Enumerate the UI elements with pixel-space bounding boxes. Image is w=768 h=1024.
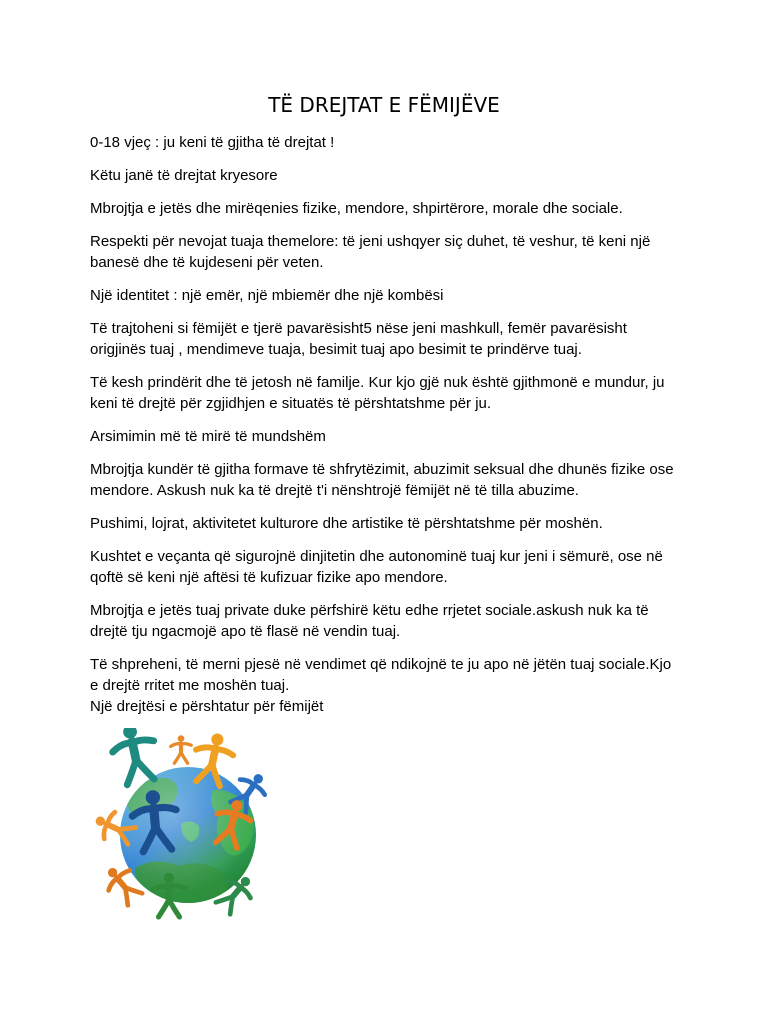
paragraph-line: banesë dhe të kujdeseni për veten. xyxy=(90,254,324,271)
paragraph xyxy=(90,426,710,447)
paragraph xyxy=(90,459,710,501)
paragraph-line: Të shpreheni, të merni pjesë në vendimet që ndikojnë te ju apo në jëtën tuaj sociale.Kjo xyxy=(90,656,672,673)
paragraph-line: Të kesh prindërit dhe të jetosh në familje. Kur kjo gjë nuk është gjithmonë e mundur, ju xyxy=(90,374,665,391)
paragraph-line: Këtu janë të drejtat kryesore xyxy=(90,167,278,184)
paragraph-line: Një drejtësi e përshtatur për fëmijët xyxy=(90,698,324,715)
paragraph xyxy=(90,231,710,273)
paragraph xyxy=(90,132,710,153)
document-body xyxy=(90,132,710,729)
paragraph xyxy=(90,513,710,534)
paragraph-line: Arsimimin më të mirë të mundshëm xyxy=(90,428,326,445)
paragraph xyxy=(90,198,710,219)
paragraph-line: Respekti për nevojat tuaja themelore: të jeni ushqyer siç duhet, të veshur, të keni një xyxy=(90,233,651,250)
paragraph xyxy=(90,372,710,414)
page-title: TË DREJTAT E FËMIJËVE xyxy=(268,93,500,117)
globe-with-children-icon xyxy=(95,728,275,923)
paragraph-line: Mbrojtja e jetës tuaj private duke përfshirë këtu edhe rrjetet sociale.askush nuk ka të xyxy=(90,602,649,619)
paragraph-line: mendore. Askush nuk ka të drejtë t'i nënshtrojë fëmijët në të tilla abuzime. xyxy=(90,482,579,499)
paragraph-line: origjinës tuaj , mendimeve tuaja, besimit tuaj apo besimit te prindërve tuaj. xyxy=(90,341,582,358)
child-figure xyxy=(108,728,162,786)
paragraph-line: Mbrojtja kundër të gjitha formave të shfrytëzimit, abuzimit seksual dhe dhunës fizike ose xyxy=(90,461,674,478)
paragraph-line: Pushimi, lojrat, aktivitetet kulturore dhe artistike të përshtatshme për moshën. xyxy=(90,515,603,532)
child-figure xyxy=(171,735,191,763)
paragraph xyxy=(90,546,710,588)
paragraph xyxy=(90,600,710,642)
paragraph-line: Kushtet e veçanta që sigurojnë dinjitetin dhe autonominë tuaj kur jeni i sëmurë, ose në xyxy=(90,548,663,565)
paragraph xyxy=(90,318,710,360)
paragraph xyxy=(90,285,710,306)
paragraph-line: Mbrojtja e jetës dhe mirëqenies fizike, mendore, shpirtërore, morale dhe sociale. xyxy=(90,200,623,217)
paragraph-line: qoftë së keni një aftësi të kufizuar fizike apo mendore. xyxy=(90,569,448,586)
paragraph-line: Një identitet : një emër, një mbiemër dhe një kombësi xyxy=(90,287,444,304)
paragraph-line: e drejtë rritet me moshën tuaj. xyxy=(90,677,290,694)
paragraph xyxy=(90,165,710,186)
paragraph xyxy=(90,654,710,717)
paragraph-line: Të trajtoheni si fëmijët e tjerë pavarësisht5 nëse jeni mashkull, femër pavarësisht xyxy=(90,320,627,337)
paragraph-line: 0-18 vjeç : ju keni të gjitha të drejtat ! xyxy=(90,134,335,151)
paragraph-line: drejtë tju ngacmojë apo të flasë në vendin tuaj. xyxy=(90,623,401,640)
paragraph-line: keni të drejtë për zgjidhjen e situatës të përshtatshme për ju. xyxy=(90,395,492,412)
